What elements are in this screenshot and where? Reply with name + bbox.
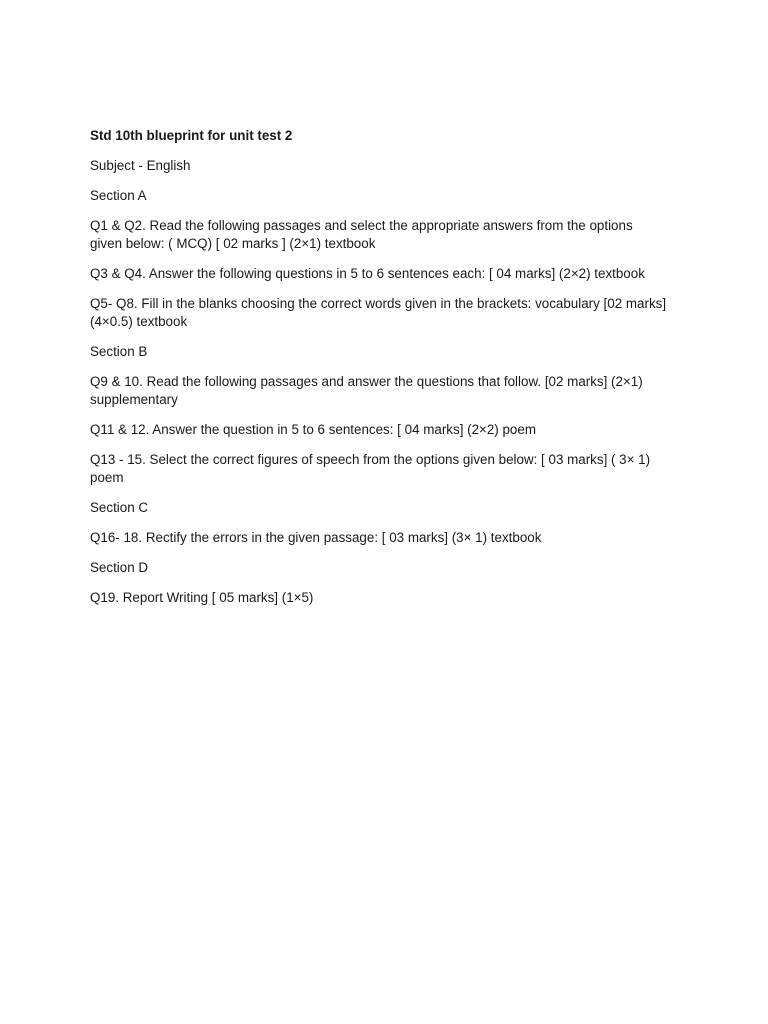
- question-item-q16-q18: Q16- 18. Rectify the errors in the given passage: [ 03 marks] (3× 1) textbook: [90, 530, 542, 545]
- question-item-q11-q12: Q11 & 12. Answer the question in 5 to 6 sentences: [ 04 marks] (2×2) poem: [90, 422, 536, 437]
- document-title: Std 10th blueprint for unit test 2: [90, 128, 293, 143]
- subject-line: Subject - English: [90, 158, 191, 173]
- question-item-q9-q10: Q9 & 10. Read the following passages and answer the questions that follow. [02 marks] (2×1) supplementary: [90, 374, 643, 407]
- document-page: [90, 127, 690, 619]
- section-b-heading: Section B: [90, 344, 148, 359]
- question-item-q19: Q19. Report Writing [ 05 marks] (1×5): [90, 590, 314, 605]
- section-a-heading: Section A: [90, 188, 147, 203]
- question-item-q13-q15: Q13 - 15. Select the correct figures of speech from the options given below: [ 03 marks] ( 3× 1) poem: [90, 452, 651, 485]
- question-item-q5-q8: Q5- Q8. Fill in the blanks choosing the correct words given in the brackets: vocabulary [02 marks] (4×0.5) textbook: [90, 296, 667, 329]
- section-d-heading: Section D: [90, 560, 149, 575]
- question-item-q1-q2: Q1 & Q2. Read the following passages and select the appropriate answers from the options given below: ( MCQ) [ 02 marks ] (2×1) textbook: [90, 218, 633, 251]
- section-c-heading: Section C: [90, 500, 149, 515]
- question-item-q3-q4: Q3 & Q4. Answer the following questions in 5 to 6 sentences each: [ 04 marks] (2×2) textbook: [90, 266, 645, 281]
